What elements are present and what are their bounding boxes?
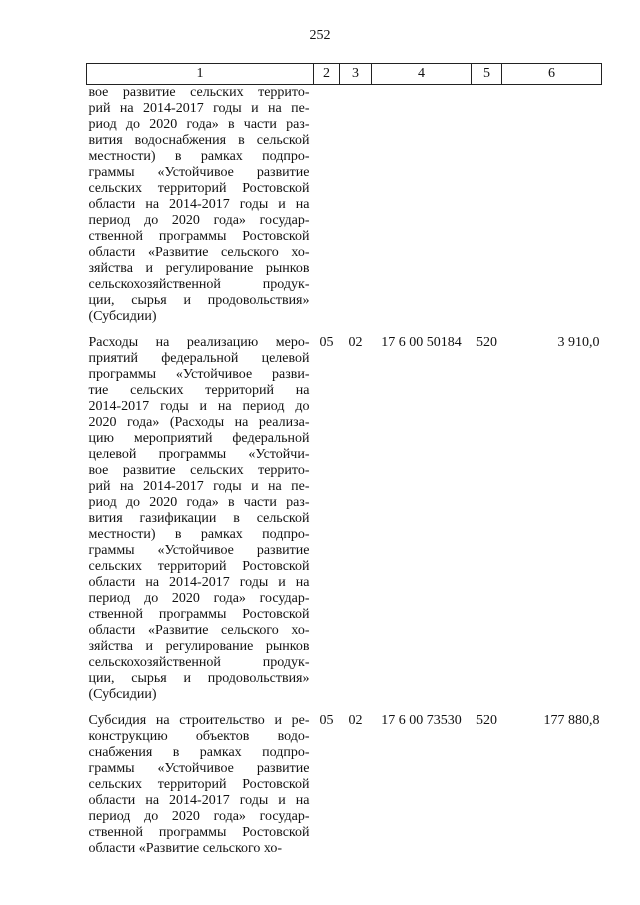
description-line: тие сельских территорий на [88, 383, 310, 398]
description-line: программы «Устойчивое разви- [88, 367, 310, 382]
description-line: Субсидия на строительство и ре- [88, 713, 310, 728]
description-line: ственной программы Ростовской [88, 607, 310, 622]
description-line: вое развитие сельских террито- [88, 85, 310, 100]
section-code [314, 85, 340, 326]
budget-table [86, 63, 602, 857]
description-line: граммы «Устойчивое развитие [88, 543, 310, 558]
description-line: цию мероприятий федеральной [88, 431, 310, 446]
description-line: (Субсидии) [88, 309, 157, 324]
description-line: области «Развитие сельского хо- [88, 623, 310, 638]
description-line: области на 2014-2017 годы и на [88, 575, 310, 590]
amount-value [502, 85, 602, 326]
description-line: целевой программы «Устойчи- [88, 447, 310, 462]
description-line: период до 2020 года» государ- [88, 591, 310, 606]
description-line: ции, сырья и продовольствия» [88, 293, 310, 308]
description-line: области на 2014-2017 годы и на [88, 197, 310, 212]
description-line: снабжения в рамках подпро- [88, 745, 310, 760]
description-line: (Субсидии) [88, 687, 157, 702]
description-line: сельских территорий Ростовской [88, 559, 310, 574]
description-line: риод до 2020 года» в части раз- [88, 117, 310, 132]
description-line: риод до 2020 года» в части раз- [88, 495, 310, 510]
expense-type-code: 520 [476, 335, 497, 350]
row-description [87, 85, 314, 326]
table-row [87, 85, 602, 326]
table-body [87, 85, 602, 858]
description-line: Расходы на реализацию меро- [88, 335, 310, 350]
table-row [87, 713, 602, 857]
description-line: граммы «Устойчивое развитие [88, 165, 310, 180]
description-line: зяйства и регулирование рынков [88, 261, 310, 276]
description-line: ции, сырья и продовольствия» [88, 671, 310, 686]
description-line: области на 2014-2017 годы и на [88, 793, 310, 808]
row-spacer [87, 325, 602, 335]
expense-type-code [472, 85, 502, 326]
amount-value: 177 880,8 [543, 713, 600, 728]
description-line: период до 2020 года» государ- [88, 809, 310, 824]
description-line: местности) в рамках подпро- [88, 527, 310, 542]
description-line: области «Развитие сельского хо- [88, 841, 283, 856]
page-number: 252 [309, 28, 331, 43]
header-cell: 5 [472, 64, 502, 85]
description-line: 2014-2017 годы и на период до [88, 399, 310, 414]
section-code: 05 [319, 713, 334, 728]
header-cell: 2 [314, 64, 340, 85]
description-line: зяйства и регулирование рынков [88, 639, 310, 654]
description-line: приятий федеральной целевой [88, 351, 310, 366]
header-cell: 6 [502, 64, 602, 85]
subsection-code [340, 85, 372, 326]
target-article-code: 17 6 00 50184 [381, 335, 462, 350]
description-line: рий на 2014-2017 годы и на пе- [88, 479, 310, 494]
subsection-code: 02 [348, 335, 363, 350]
target-article-code: 17 6 00 73530 [381, 713, 462, 728]
description-line: сельскохозяйственной продук- [88, 655, 310, 670]
description-line: вития водоснабжения в сельской [88, 133, 310, 148]
description-line: конструкцию объектов водо- [88, 729, 310, 744]
description-line: период до 2020 года» государ- [88, 213, 310, 228]
row-spacer [87, 703, 602, 713]
description-line: вое развитие сельских террито- [88, 463, 310, 478]
description-line: области «Развитие сельского хо- [88, 245, 310, 260]
target-article-code [372, 85, 472, 326]
description-line: сельских территорий Ростовской [88, 181, 310, 196]
description-line: местности) в рамках подпро- [88, 149, 310, 164]
table-row [87, 335, 602, 703]
description-line: граммы «Устойчивое развитие [88, 761, 310, 776]
description-line: сельских территорий Ростовской [88, 777, 310, 792]
description-line: сельскохозяйственной продук- [88, 277, 310, 292]
header-cell: 3 [340, 64, 372, 85]
description-line: 2020 года» (Расходы на реализа- [88, 415, 310, 430]
description-line: ственной программы Ростовской [88, 229, 310, 244]
amount-value: 3 910,0 [557, 335, 600, 350]
description-line: ственной программы Ростовской [88, 825, 310, 840]
section-code: 05 [319, 335, 334, 350]
header-cell: 1 [87, 64, 314, 85]
subsection-code: 02 [348, 713, 363, 728]
expense-type-code: 520 [476, 713, 497, 728]
description-line: рий на 2014-2017 годы и на пе- [88, 101, 310, 116]
row-description [87, 335, 314, 703]
header-row [87, 64, 602, 85]
row-description [87, 713, 314, 857]
description-line: вития газификации в сельской [88, 511, 310, 526]
header-cell: 4 [372, 64, 472, 85]
